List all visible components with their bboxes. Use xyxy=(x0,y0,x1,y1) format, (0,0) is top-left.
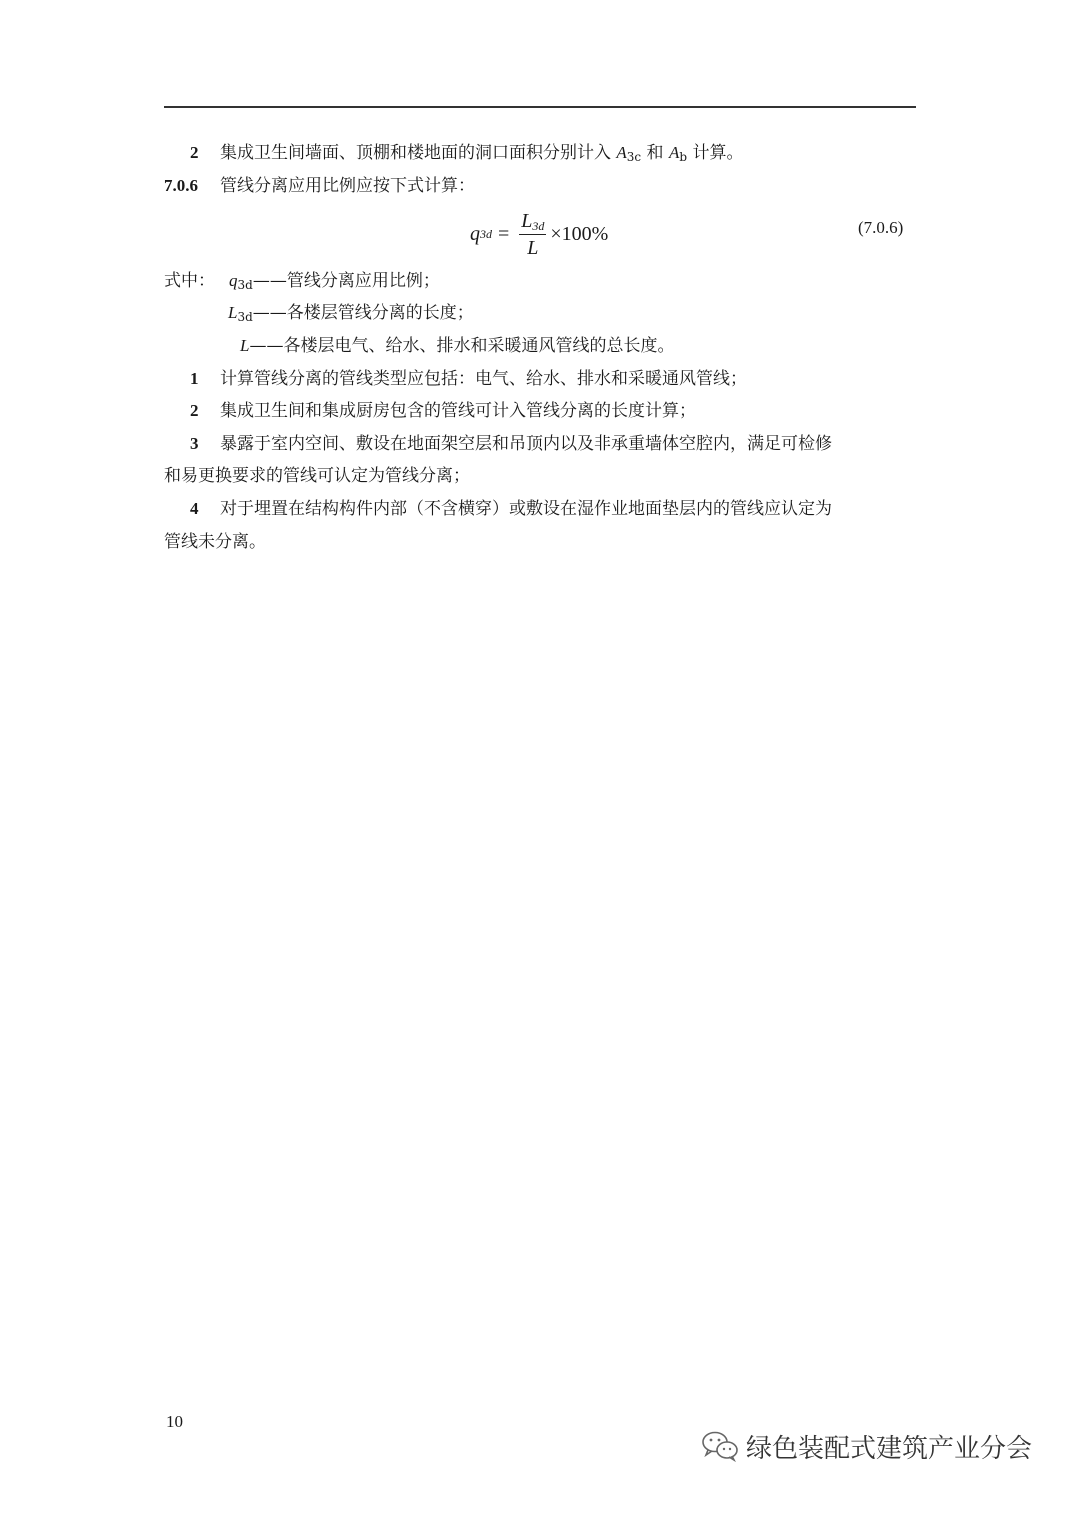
list-item: 2 集成卫生间和集成厨房包含的管线可计入管线分离的长度计算； xyxy=(190,401,696,421)
page-number: 10 xyxy=(166,1412,183,1431)
where-def-1: 式中： $q_{3d}——$管线分离应用比例； xyxy=(164,271,440,292)
wechat-icon xyxy=(700,1429,740,1463)
list-item-continuation: 和易更换要求的管线可认定为管线分离； xyxy=(164,466,470,486)
where-def-3: L——各楼层电气、给水、排水和采暖通风管线的总长度。 xyxy=(240,336,675,356)
where-def-2: $L_{3d}——$各楼层管线分离的长度； xyxy=(228,303,474,324)
list-item: 4 对于埋置在结构构件内部（不含横穿）或敷设在湿作业地面垫层内的管线应认定为 xyxy=(190,499,832,519)
item-2-top: 2 集成卫生间墙面、顶棚和楼地面的洞口面积分别计入 $A_{3c}$ 和 $A_b$ 计算。 xyxy=(164,142,743,164)
clause-7-0-6: 7.0.6 管线分离应用比例应按下式计算： xyxy=(164,176,475,196)
list-item: 1 计算管线分离的管线类型应包括：电气、给水、排水和采暖通风管线； xyxy=(190,369,747,389)
formula: q 3d = $\frac{L_{3d}}{L}$ ×100% xyxy=(470,209,609,259)
item-number: 2 xyxy=(190,143,199,162)
watermark xyxy=(700,1426,1032,1466)
equation-number: (7.0.6) xyxy=(858,218,904,237)
list-item-continuation: 管线未分离。 xyxy=(164,532,266,552)
fraction: $\frac{L_{3d}}{L}$ xyxy=(521,209,545,259)
header-rule xyxy=(164,106,916,108)
list-item: 3 暴露于室内空间、敷设在地面架空层和吊顶内以及非承重墙体空腔内，满足可检修 xyxy=(190,434,832,454)
clause-number: 7.0.6 xyxy=(164,176,198,195)
watermark-text: 绿色装配式建筑产业分会 xyxy=(746,1433,1033,1464)
